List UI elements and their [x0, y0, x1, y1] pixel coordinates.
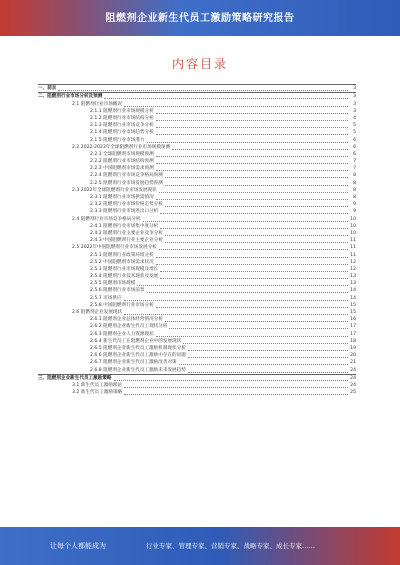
- toc-leader-dots: [156, 120, 348, 121]
- toc-entry-page: 13: [350, 281, 356, 287]
- toc-entry-page: 16: [350, 317, 356, 323]
- toc-entry-page: 20: [350, 353, 356, 359]
- toc-entry-page: 10: [350, 223, 356, 229]
- toc-entry-title: 2.6 阻燃剂企业发展现状: [72, 310, 123, 315]
- toc-entry-title: 2.4.3 中国阻燃剂行业主要企业分析: [90, 238, 163, 244]
- toc-leader-dots: [104, 98, 348, 99]
- toc-entry-title: 2.5.3 阻燃剂行业市场规模及增长: [90, 266, 159, 272]
- toc-entry-title: 2.5.1 阻燃剂行业政策环境分析: [90, 252, 154, 258]
- toc-entry[interactable]: [38, 237, 356, 244]
- toc-leader-dots: [156, 127, 348, 128]
- toc-entry[interactable]: [38, 144, 356, 151]
- toc-leader-dots: [188, 350, 348, 351]
- footer-tagline: 行业专家、管理专家、营销专家、战略专家、成长专家……: [146, 542, 315, 550]
- toc-entry-title: 2.5.6 阻燃剂行业市场前景: [90, 288, 145, 294]
- toc-entry[interactable]: [38, 122, 356, 129]
- toc-leader-dots: [160, 278, 348, 279]
- toc-entry[interactable]: [38, 172, 356, 179]
- toc-leader-dots: [124, 387, 348, 388]
- toc-entry-title: 2.2.3 中国阻燃剂市场需求预测: [90, 166, 154, 172]
- toc-entry-page: 7: [353, 159, 356, 165]
- bottom-banner: [0, 527, 400, 565]
- toc-entry-title: 2.6.6 阻燃剂企业新生代员工激励中存在的问题: [90, 353, 186, 359]
- toc-entry-page: 17: [350, 324, 356, 330]
- toc-entry-page: 24: [350, 375, 356, 381]
- toc-entry-title: 2.3.3 阻燃剂行业市场进出口分析: [90, 209, 159, 215]
- toc-entry-page: 8: [353, 180, 356, 186]
- toc-entry[interactable]: [38, 151, 356, 158]
- toc-entry-title: 3.1 新生代员工激励理论: [72, 382, 123, 388]
- toc-entry-page: 4: [353, 115, 356, 121]
- toc-entry-title: 2.5.8 中国阻燃剂行业市场分析: [90, 302, 154, 308]
- toc-leader-dots: [147, 292, 349, 293]
- toc-leader-dots: [165, 242, 348, 243]
- toc-entry[interactable]: [38, 345, 356, 352]
- toc-entry[interactable]: [38, 374, 356, 382]
- toc-entry[interactable]: [38, 251, 356, 258]
- toc-entry[interactable]: [38, 382, 356, 389]
- footer-slogan: 让每个人都能成为: [50, 542, 106, 550]
- toc-leader-dots: [143, 221, 349, 222]
- toc-entry[interactable]: [38, 287, 356, 294]
- toc-entry-page: 24: [350, 367, 356, 373]
- toc-entry[interactable]: [38, 323, 356, 330]
- toc-entry-page: 18: [350, 338, 356, 344]
- toc-entry-page: 13: [350, 274, 356, 280]
- toc-entry-page: 15: [350, 302, 356, 308]
- toc-entry-title: 2.1.4 阻燃剂行业市场趋势分析: [90, 130, 154, 136]
- toc-entry-title: 2.6.8 阻燃剂企业新生代员工激励未来发展趋势: [90, 367, 186, 373]
- toc-entry-page: 11: [350, 245, 356, 251]
- toc-entry-page: 8: [353, 195, 356, 200]
- document-title: 阻燃剂企业新生代员工激励策略研究报告: [105, 13, 295, 24]
- toc-entry-title: 2.6.7 阻燃剂企业新生代员工激励改善对策: [90, 360, 177, 366]
- toc-leader-dots: [160, 228, 348, 229]
- toc-leader-dots: [172, 149, 348, 150]
- toc-entry[interactable]: [38, 316, 356, 323]
- toc-leader-dots: [124, 300, 348, 301]
- toc-entry-title: 2.5.4 阻燃剂行业技术现状及发展: [90, 274, 159, 280]
- toc-entry[interactable]: [38, 359, 356, 366]
- toc-entry[interactable]: [38, 230, 356, 237]
- toc-entry[interactable]: [38, 158, 356, 165]
- toc-entry-page: 15: [350, 310, 356, 315]
- toc-entry-page: 12: [350, 259, 356, 265]
- toc-entry[interactable]: [38, 302, 356, 309]
- toc-entry-page: 7: [353, 166, 356, 172]
- toc-leader-dots: [156, 156, 348, 157]
- toc-entry-page: 10: [350, 216, 356, 222]
- toc-entry-title: 二、阻燃剂行业市场分析及预测: [38, 94, 103, 100]
- toc-entry-title: 2.2 2022-2023年全球阻燃剂行业市场规模预测: [72, 144, 171, 150]
- toc-entry-title: 2.6.1 阻燃剂企业总体经营情况分析: [90, 317, 163, 323]
- toc-leader-dots: [159, 249, 348, 250]
- toc-entry[interactable]: [38, 389, 356, 396]
- toc-entry[interactable]: [38, 201, 356, 208]
- toc-entry-title: 2.3 2022年全球阻燃剂行业市场发展现状: [72, 187, 157, 193]
- toc-entry-page: 21: [350, 360, 356, 366]
- toc-entry-title: 2.5.7 市场供应: [90, 295, 122, 301]
- toc-leader-dots: [156, 113, 348, 114]
- toc-entry-title: 2.2.4 阻燃剂行业市场竞争格局预测: [90, 173, 163, 179]
- toc-entry[interactable]: [38, 259, 356, 266]
- toc-entry-title: 2.6.4 新生代员工在阻燃剂企业中的发展现状: [90, 338, 182, 344]
- table-of-contents: [38, 84, 356, 396]
- toc-entry-title: 2.5 2022年中国阻燃剂行业市场发展分析: [72, 245, 157, 251]
- toc-leader-dots: [147, 142, 349, 143]
- toc-entry[interactable]: [38, 266, 356, 273]
- toc-leader-dots: [165, 177, 348, 178]
- toc-entry[interactable]: [38, 366, 356, 373]
- toc-entry-page: 3: [353, 108, 356, 114]
- toc-leader-dots: [124, 314, 348, 315]
- toc-entry-page: 3: [353, 101, 356, 107]
- toc-leader-dots: [165, 235, 348, 236]
- toc-leader-dots: [156, 134, 348, 135]
- toc-leader-dots: [156, 336, 348, 337]
- toc-entry-page: 10: [350, 230, 356, 236]
- toc-leader-dots: [169, 328, 348, 329]
- toc-entry-page: 9: [353, 202, 356, 208]
- toc-entry[interactable]: [38, 273, 356, 280]
- toc-leader-dots: [124, 106, 348, 107]
- toc-title: 内容目录: [171, 57, 228, 71]
- toc-leader-dots: [165, 321, 348, 322]
- toc-leader-dots: [156, 264, 348, 265]
- toc-entry-title: 2.2.5 阻燃剂行业市场发展趋势预测: [90, 180, 163, 186]
- toc-entry[interactable]: [38, 136, 356, 143]
- toc-entry[interactable]: [38, 165, 356, 172]
- toc-entry-title: 2.3.2 阻燃剂行业市场价格走势分析: [90, 202, 163, 208]
- toc-entry-page: 6: [353, 137, 356, 143]
- toc-entry-title: 一、前言: [38, 86, 57, 92]
- toc-entry-page: 12: [350, 266, 356, 272]
- toc-entry[interactable]: [38, 309, 356, 316]
- toc-entry-title: 三、阻燃剂企业新生代员工激励策略: [38, 375, 112, 381]
- toc-entry-title: 2.1.3 阻燃剂行业市场竞争分析: [90, 123, 154, 129]
- toc-entry-page: 5: [353, 123, 356, 129]
- toc-entry[interactable]: [38, 338, 356, 345]
- toc-leader-dots: [183, 343, 348, 344]
- toc-entry-title: 3.2 新生代员工激励策略: [72, 390, 123, 396]
- toc-entry-page: 8: [353, 173, 356, 179]
- toc-leader-dots: [165, 206, 348, 207]
- toc-leader-dots: [114, 380, 348, 381]
- toc-leader-dots: [156, 257, 348, 258]
- toc-entry-title: 2.4.1 阻燃剂行业市场集中度分析: [90, 223, 159, 229]
- toc-entry-title: 2.1.2 阻燃剂行业市场结构分析: [90, 115, 154, 121]
- toc-entry[interactable]: [38, 352, 356, 359]
- toc-entry-title: 2.1.1 阻燃剂行业市场规模分析: [90, 108, 154, 114]
- toc-leader-dots: [156, 170, 348, 171]
- toc-entry-page: 14: [350, 295, 356, 301]
- toc-entry-page: 11: [350, 238, 356, 244]
- toc-leader-dots: [124, 394, 348, 395]
- toc-entry-page: 11: [350, 252, 356, 258]
- toc-leader-dots: [179, 364, 348, 365]
- toc-entry[interactable]: [38, 330, 356, 337]
- toc-entry[interactable]: [38, 108, 356, 115]
- toc-entry-title: 2.5.2 中国阻燃剂市场需求状况: [90, 259, 154, 265]
- toc-entry[interactable]: [38, 129, 356, 136]
- toc-entry-title: 2.1.5 阻燃剂行业市场潜力: [90, 137, 145, 143]
- toc-entry-page: 24: [350, 382, 356, 388]
- toc-leader-dots: [188, 372, 348, 373]
- toc-entry-title: 2.3.1 阻燃剂行业市场供需情况: [90, 195, 154, 200]
- toc-entry[interactable]: [38, 280, 356, 287]
- toc-entry[interactable]: [38, 244, 356, 251]
- toc-entry-title: 2.4.2 阻燃剂行业主要企业竞争分析: [90, 230, 163, 236]
- toc-entry-title: 2.4 阻燃剂行业市场竞争格局分析: [72, 216, 141, 222]
- toc-entry[interactable]: [38, 179, 356, 186]
- toc-entry-page: 6: [353, 144, 356, 150]
- toc-leader-dots: [137, 285, 348, 286]
- toc-leader-dots: [156, 163, 348, 164]
- toc-entry-title: 2.2.2 阻燃剂行业市场结构预测: [90, 159, 154, 165]
- toc-entry[interactable]: [38, 187, 356, 194]
- toc-entry-page: 9: [353, 209, 356, 215]
- toc-entry-title: 2.2.1 全球阻燃剂市场规模预测: [90, 151, 154, 157]
- toc-entry[interactable]: [38, 115, 356, 122]
- toc-entry-title: 2.6.2 阻燃剂企业新生代员工现状分析: [90, 324, 168, 330]
- toc-entry[interactable]: [38, 100, 356, 107]
- toc-entry-page: 3: [353, 86, 356, 92]
- toc-entry[interactable]: [38, 215, 356, 222]
- toc-entry-page: 3: [353, 94, 356, 100]
- toc-entry[interactable]: [38, 294, 356, 301]
- toc-leader-dots: [160, 213, 348, 214]
- toc-leader-dots: [156, 199, 348, 200]
- toc-entry[interactable]: [38, 92, 356, 100]
- toc-leader-dots: [188, 357, 348, 358]
- toc-entry[interactable]: [38, 194, 356, 201]
- toc-entry-page: 8: [353, 187, 356, 193]
- toc-leader-dots: [160, 271, 348, 272]
- toc-entry-title: 2.1 阻燃剂行业市场概况: [72, 101, 123, 107]
- toc-entry-page: 19: [350, 345, 356, 351]
- toc-entry-page: 25: [350, 390, 356, 396]
- top-banner: [0, 0, 400, 36]
- toc-entry-title: 2.6.5 阻燃剂企业新生代员工激励机制现状分析: [90, 345, 186, 351]
- toc-entry-title: 2.6.3 阻燃剂企业人力资源现状: [90, 331, 154, 337]
- toc-leader-dots: [156, 307, 348, 308]
- toc-entry-page: 14: [350, 288, 356, 294]
- toc-leader-dots: [159, 192, 348, 193]
- toc-entry-page: 17: [350, 331, 356, 337]
- toc-entry[interactable]: [38, 84, 356, 92]
- toc-entry-page: 5: [353, 130, 356, 136]
- toc-leader-dots: [58, 90, 348, 91]
- toc-leader-dots: [165, 185, 348, 186]
- toc-entry[interactable]: [38, 223, 356, 230]
- toc-entry-page: 6: [353, 151, 356, 157]
- toc-entry-title: 2.5.5 阻燃剂市场规模: [90, 281, 136, 287]
- toc-entry[interactable]: [38, 208, 356, 215]
